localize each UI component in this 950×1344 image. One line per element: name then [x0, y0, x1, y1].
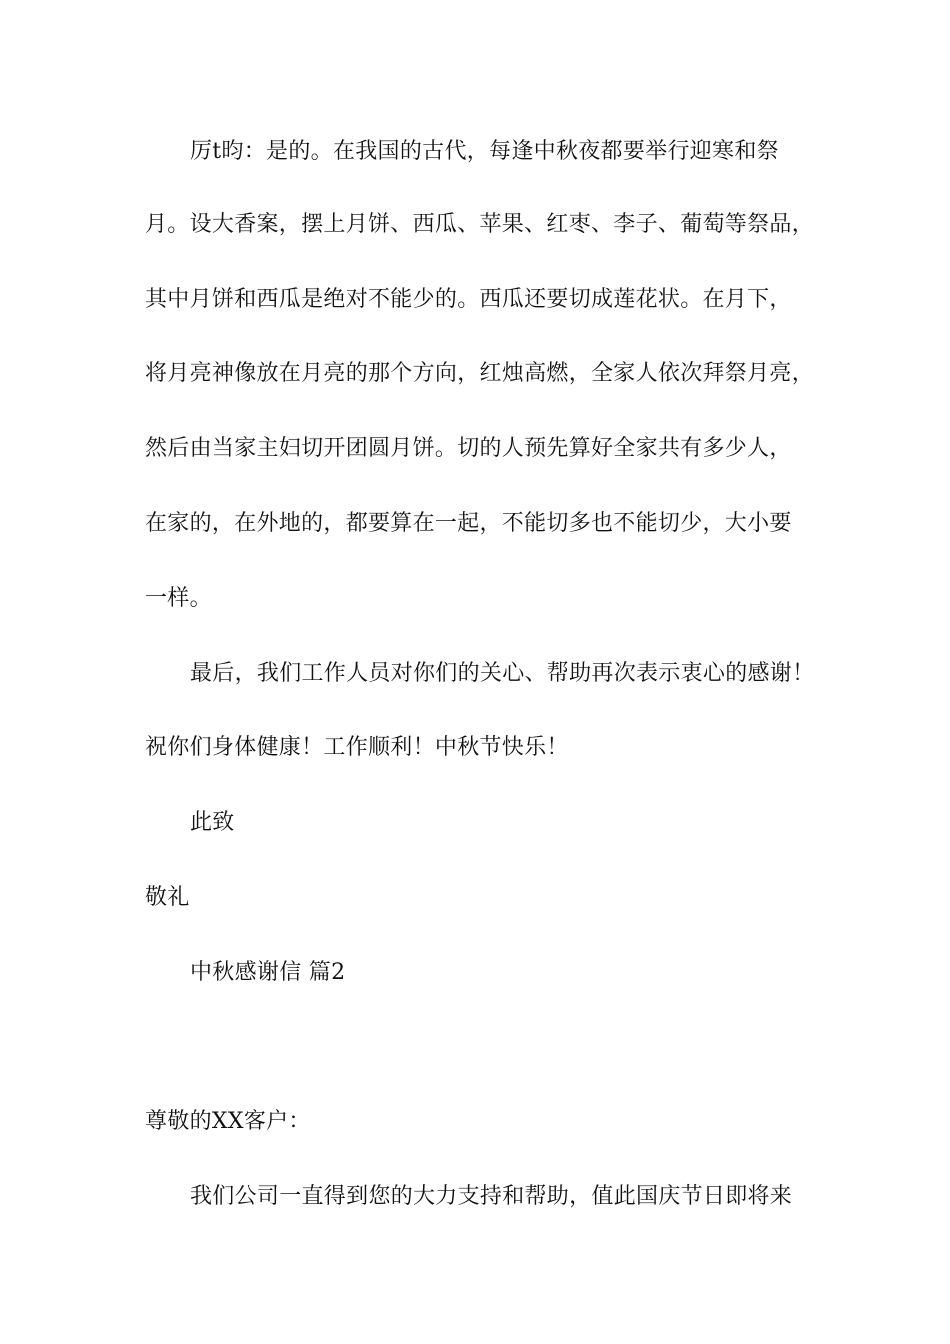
paragraph-line: 然后由当家主妇切开团圆月饼。切的人预先算好全家共有多少人，	[145, 436, 792, 461]
paragraph-line: 厉t昀：是的。在我国的古代，每逢中秋夜都要举行迎寒和祭	[190, 139, 779, 164]
paragraph-line: 在家的，在外地的，都要算在一起，不能切多也不能切少，大小要	[145, 511, 792, 536]
paragraph-line: 我们公司一直得到您的大力支持和帮助，值此国庆节日即将来	[190, 1184, 793, 1209]
greeting-line: 尊敬的XX客户：	[145, 1109, 311, 1134]
paragraph-line: 一样。	[145, 586, 212, 611]
paragraph-line: 最后，我们工作人员对你们的关心、帮助再次表示衷心的感谢！	[190, 661, 815, 686]
closing-salutation: 此致	[190, 810, 235, 835]
paragraph-line: 将月亮神像放在月亮的那个方向，红烛高燃，全家人依次拜祭月亮，	[145, 361, 815, 386]
paragraph-line: 月。设大香案，摆上月饼、西瓜、苹果、红枣、李子、葡萄等祭品，	[145, 212, 815, 237]
closing-regards: 敬礼	[145, 885, 190, 910]
paragraph-line: 祝你们身体健康！工作顺利！中秋节快乐！	[145, 735, 569, 760]
paragraph-line: 其中月饼和西瓜是绝对不能少的。西瓜还要切成莲花状。在月下，	[145, 287, 792, 312]
section-title: 中秋感谢信 篇2	[190, 960, 346, 985]
